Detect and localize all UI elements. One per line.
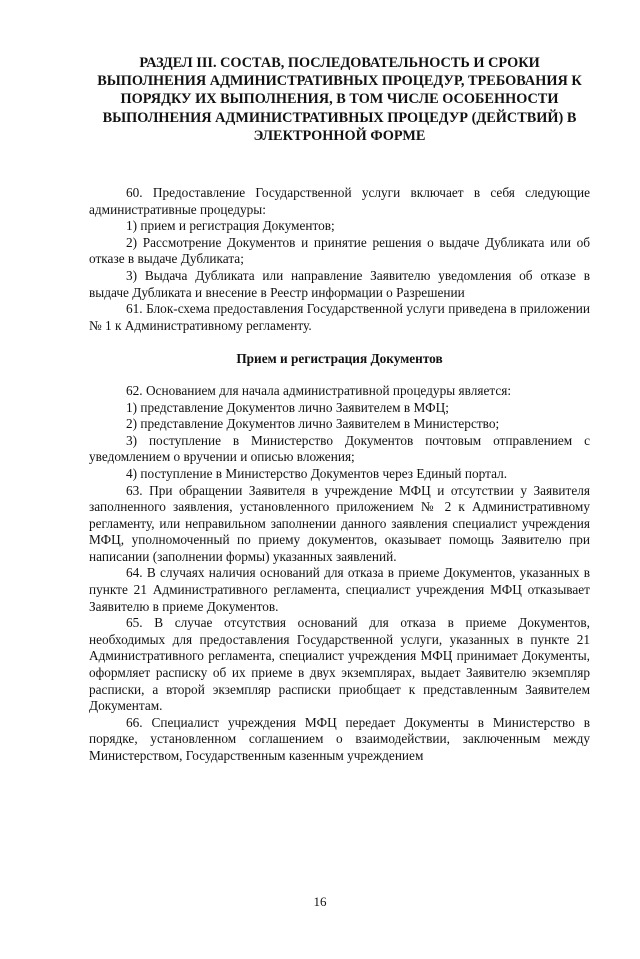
list-item: 1) прием и регистрация Документов; — [126, 218, 335, 234]
list-item: 1) представление Документов лично Заявителем в МФЦ; — [126, 399, 449, 415]
list-item: 2) представление Документов лично Заявителем в Министерство; — [126, 416, 500, 432]
paragraph-64: 64. В случаях наличия оснований для отказа в приеме Документов, указанных в пункте 21 Административного регламента, специалист учреждения МФЦ отказывает Заявителю в приеме Документов. — [89, 565, 590, 614]
paragraph-63: 63. При обращении Заявителя в учреждение МФЦ и отсутствии у Заявителя заполненного заявления, установленного приложением № 2 к Административному регламенту, или неправильном заполнении данного заявления специалист учреждения МФЦ, уполномоченный по приему документов, оказывает помощь Заявителю при написании (заполнении формы) указанных заявлений. — [89, 482, 590, 564]
list-item: 4) поступление в Министерство Документов через Единый портал. — [126, 465, 508, 481]
paragraph-65: 65. В случае отсутствия оснований для отказа в приеме Документов, необходимых для предоставления Государственной услуги, указанных в пункте 21 Административного регламента, специалист учреждения МФЦ принимает Документы, оформляет расписку об их приеме в двух экземплярах, выдает Заявителю экземпляр расписки, а второй экземпляр расписки приобщает к представленным Заявителем Документам. — [89, 615, 590, 714]
list-item: 3) Выдача Дубликата или направление Заявителю уведомления об отказе в выдаче Дубликата и внесение в Реестр информации о Разрешении — [89, 267, 590, 300]
section-title: РАЗДЕЛ III. СОСТАВ, ПОСЛЕДОВАТЕЛЬНОСТЬ И СРОКИ ВЫПОЛНЕНИЯ АДМИНИСТРАТИВНЫХ ПРОЦЕДУР, ТРЕБОВАНИЯ К ПОРЯДКУ ИХ ВЫПОЛНЕНИЯ, В ТОМ ЧИСЛЕ ОСОБЕННОСТИ ВЫПОЛНЕНИЯ АДМИНИСТРАТИВНЫХ ПРОЦЕДУР (ДЕЙСТВИЙ) В ЭЛЕКТРОННОЙ ФОРМЕ — [97, 55, 582, 144]
document-body — [89, 185, 590, 765]
paragraph-66: 66. Специалист учреждения МФЦ передает Документы в Министерство в порядке, установленном соглашением о взаимодействии, заключенным между Министерством, Государственным казенным учреждением — [89, 714, 590, 764]
document-page — [0, 54, 640, 959]
subheading: Прием и регистрация Документов — [236, 351, 443, 367]
list-item: 2) Рассмотрение Документов и принятие решения о выдаче Дубликата или об отказе в выдаче Дубликата; — [89, 234, 590, 267]
paragraph-61: 61. Блок-схема предоставления Государственной услуги приведена в приложении № 1 к Административному регламенту. — [89, 301, 590, 333]
paragraph-60: 60. Предоставление Государственной услуги включает в себя следующие административные процедуры: — [89, 185, 590, 217]
page-number: 16 — [313, 894, 327, 909]
list-item: 3) поступление в Министерство Документов почтовым отправлением с уведомлением о вручении и описью вложения; — [89, 432, 590, 465]
paragraph-62: 62. Основанием для начала административной процедуры является: — [126, 382, 512, 398]
